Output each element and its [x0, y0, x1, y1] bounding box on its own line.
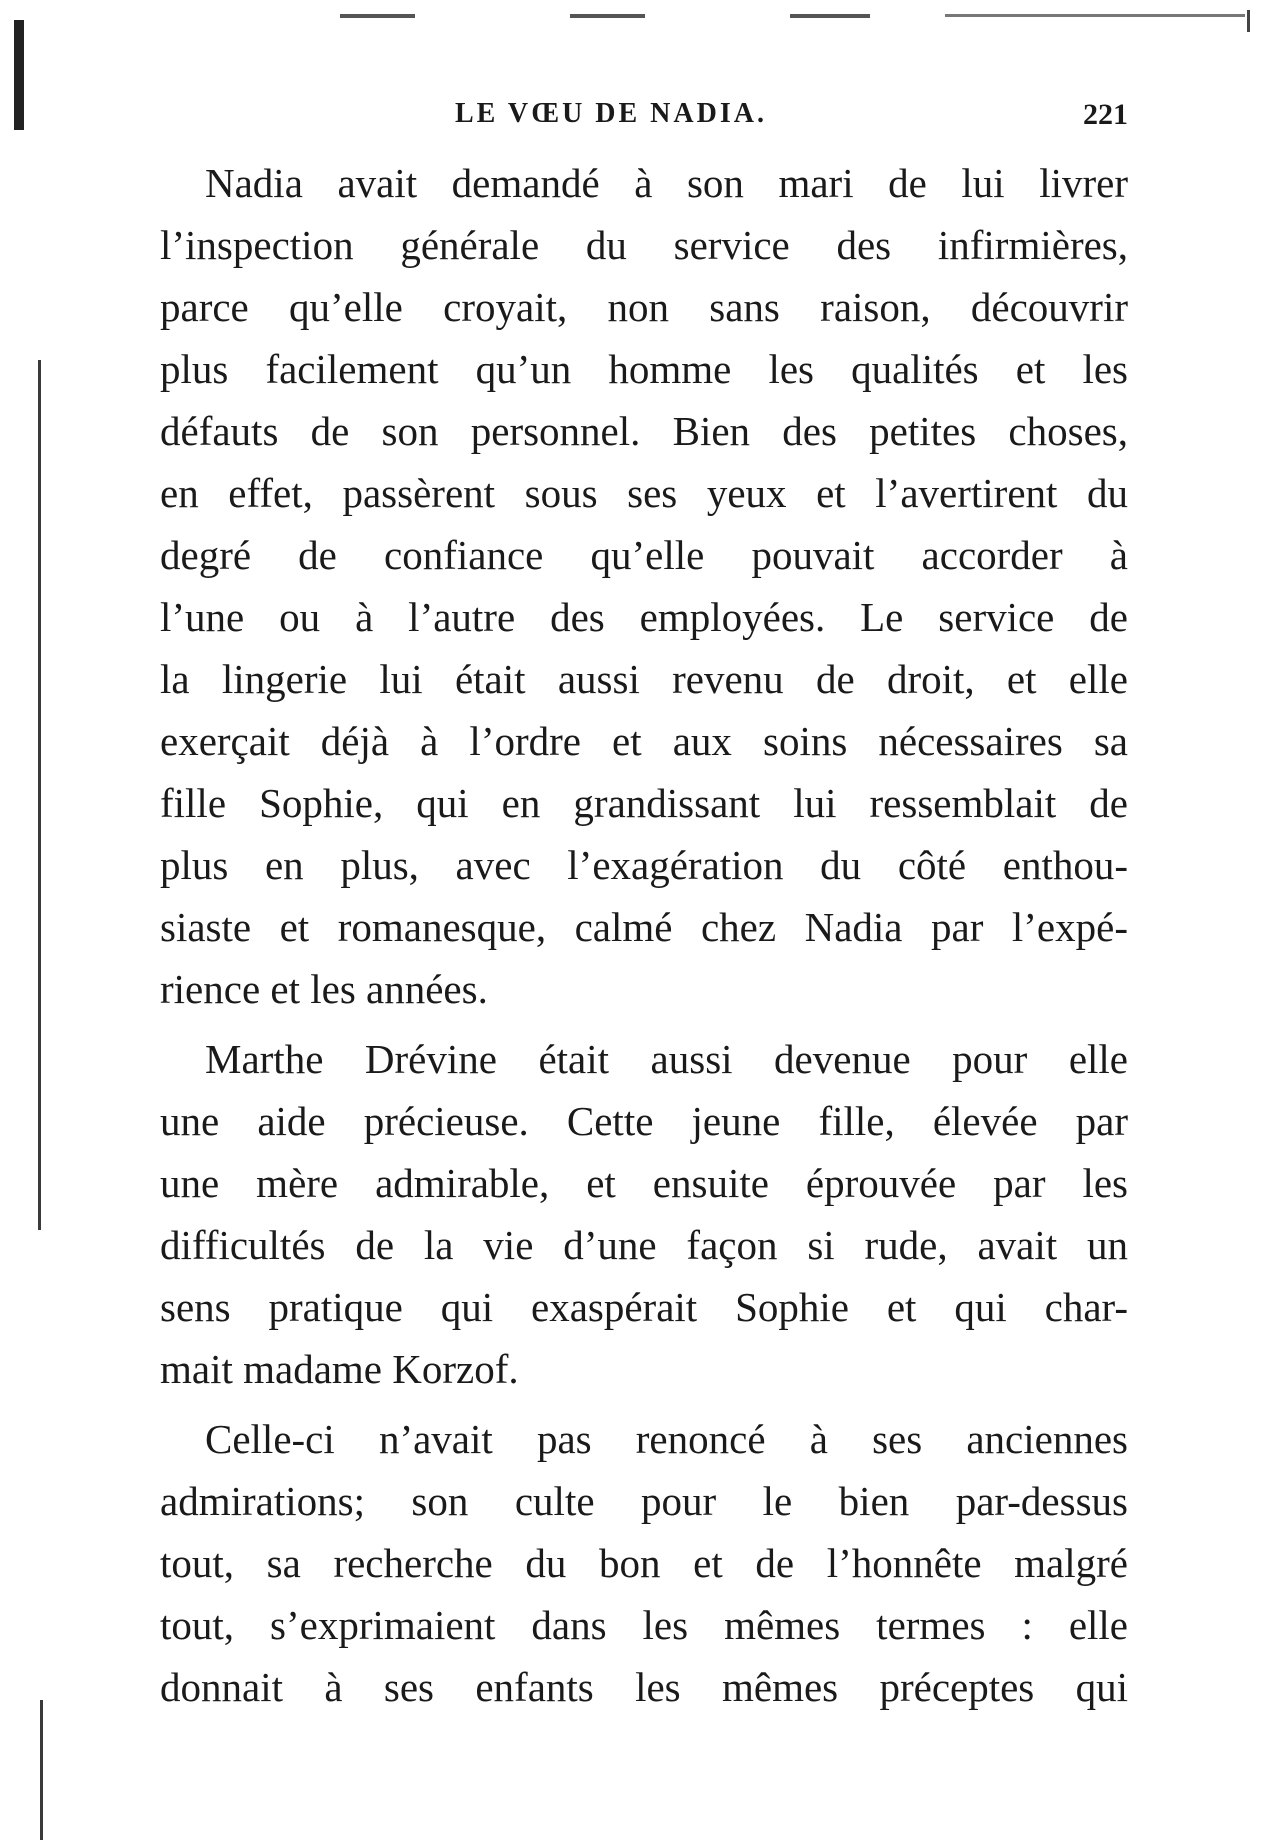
text-line: exerçait déjà à l’ordre et aux soins nécessaires sa — [160, 718, 1128, 764]
text-line: Celle-ci n’avait pas renoncé à ses anciennes — [205, 1416, 1128, 1462]
scan-top-mark — [790, 14, 870, 18]
page-header — [160, 98, 1128, 138]
paragraph — [160, 1028, 1128, 1400]
text-line: admirations; son culte pour le bien par-dessus — [160, 1478, 1128, 1524]
text-line: degré de confiance qu’elle pouvait accorder à — [160, 532, 1128, 578]
text-line: une mère admirable, et ensuite éprouvée par les — [160, 1160, 1128, 1206]
scan-edge-line — [1247, 10, 1250, 32]
scan-top-mark — [340, 14, 415, 18]
paragraph — [160, 152, 1128, 1020]
text-line: tout, s’exprimaient dans les mêmes termes : elle — [160, 1602, 1128, 1648]
scan-edge-line — [40, 1700, 43, 1840]
text-line: sens pratique qui exaspérait Sophie et qui char- — [160, 1284, 1128, 1330]
text-line: une aide précieuse. Cette jeune fille, élevée par — [160, 1098, 1128, 1144]
page-number: 221 — [1083, 98, 1128, 131]
text-line: plus en plus, avec l’exagération du côté enthou- — [160, 842, 1128, 888]
scan-top-mark — [570, 14, 645, 18]
paragraph — [160, 1408, 1128, 1718]
text-line: difficultés de la vie d’une façon si rude, avait un — [160, 1222, 1128, 1268]
body-text — [160, 152, 1128, 1718]
text-line: donnait à ses enfants les mêmes préceptes qui — [160, 1664, 1128, 1710]
text-line: tout, sa recherche du bon et de l’honnête malgré — [160, 1540, 1128, 1586]
text-line: la lingerie lui était aussi revenu de droit, et elle — [160, 656, 1128, 702]
text-line: plus facilement qu’un homme les qualités et les — [160, 346, 1128, 392]
scan-binding-shadow — [14, 20, 24, 130]
text-line: siaste et romanesque, calmé chez Nadia par l’expé- — [160, 904, 1128, 950]
text-line: défauts de son personnel. Bien des petites choses, — [160, 408, 1128, 454]
scan-top-mark — [945, 14, 1245, 17]
text-line: parce qu’elle croyait, non sans raison, découvrir — [160, 284, 1128, 330]
text-line: Marthe Drévine était aussi devenue pour elle — [205, 1036, 1128, 1082]
running-title: LE VŒU DE NADIA. — [455, 98, 767, 129]
text-line: mait madame Korzof. — [160, 1346, 519, 1392]
text-line: fille Sophie, qui en grandissant lui ressemblait de — [160, 780, 1128, 826]
text-line: Nadia avait demandé à son mari de lui livrer — [205, 160, 1128, 206]
scan-edge-line — [38, 360, 41, 1230]
text-line: l’une ou à l’autre des employées. Le service de — [160, 594, 1128, 640]
text-line: en effet, passèrent sous ses yeux et l’avertirent du — [160, 470, 1128, 516]
text-line: l’inspection générale du service des infirmières, — [160, 222, 1128, 268]
text-line: rience et les années. — [160, 966, 488, 1012]
